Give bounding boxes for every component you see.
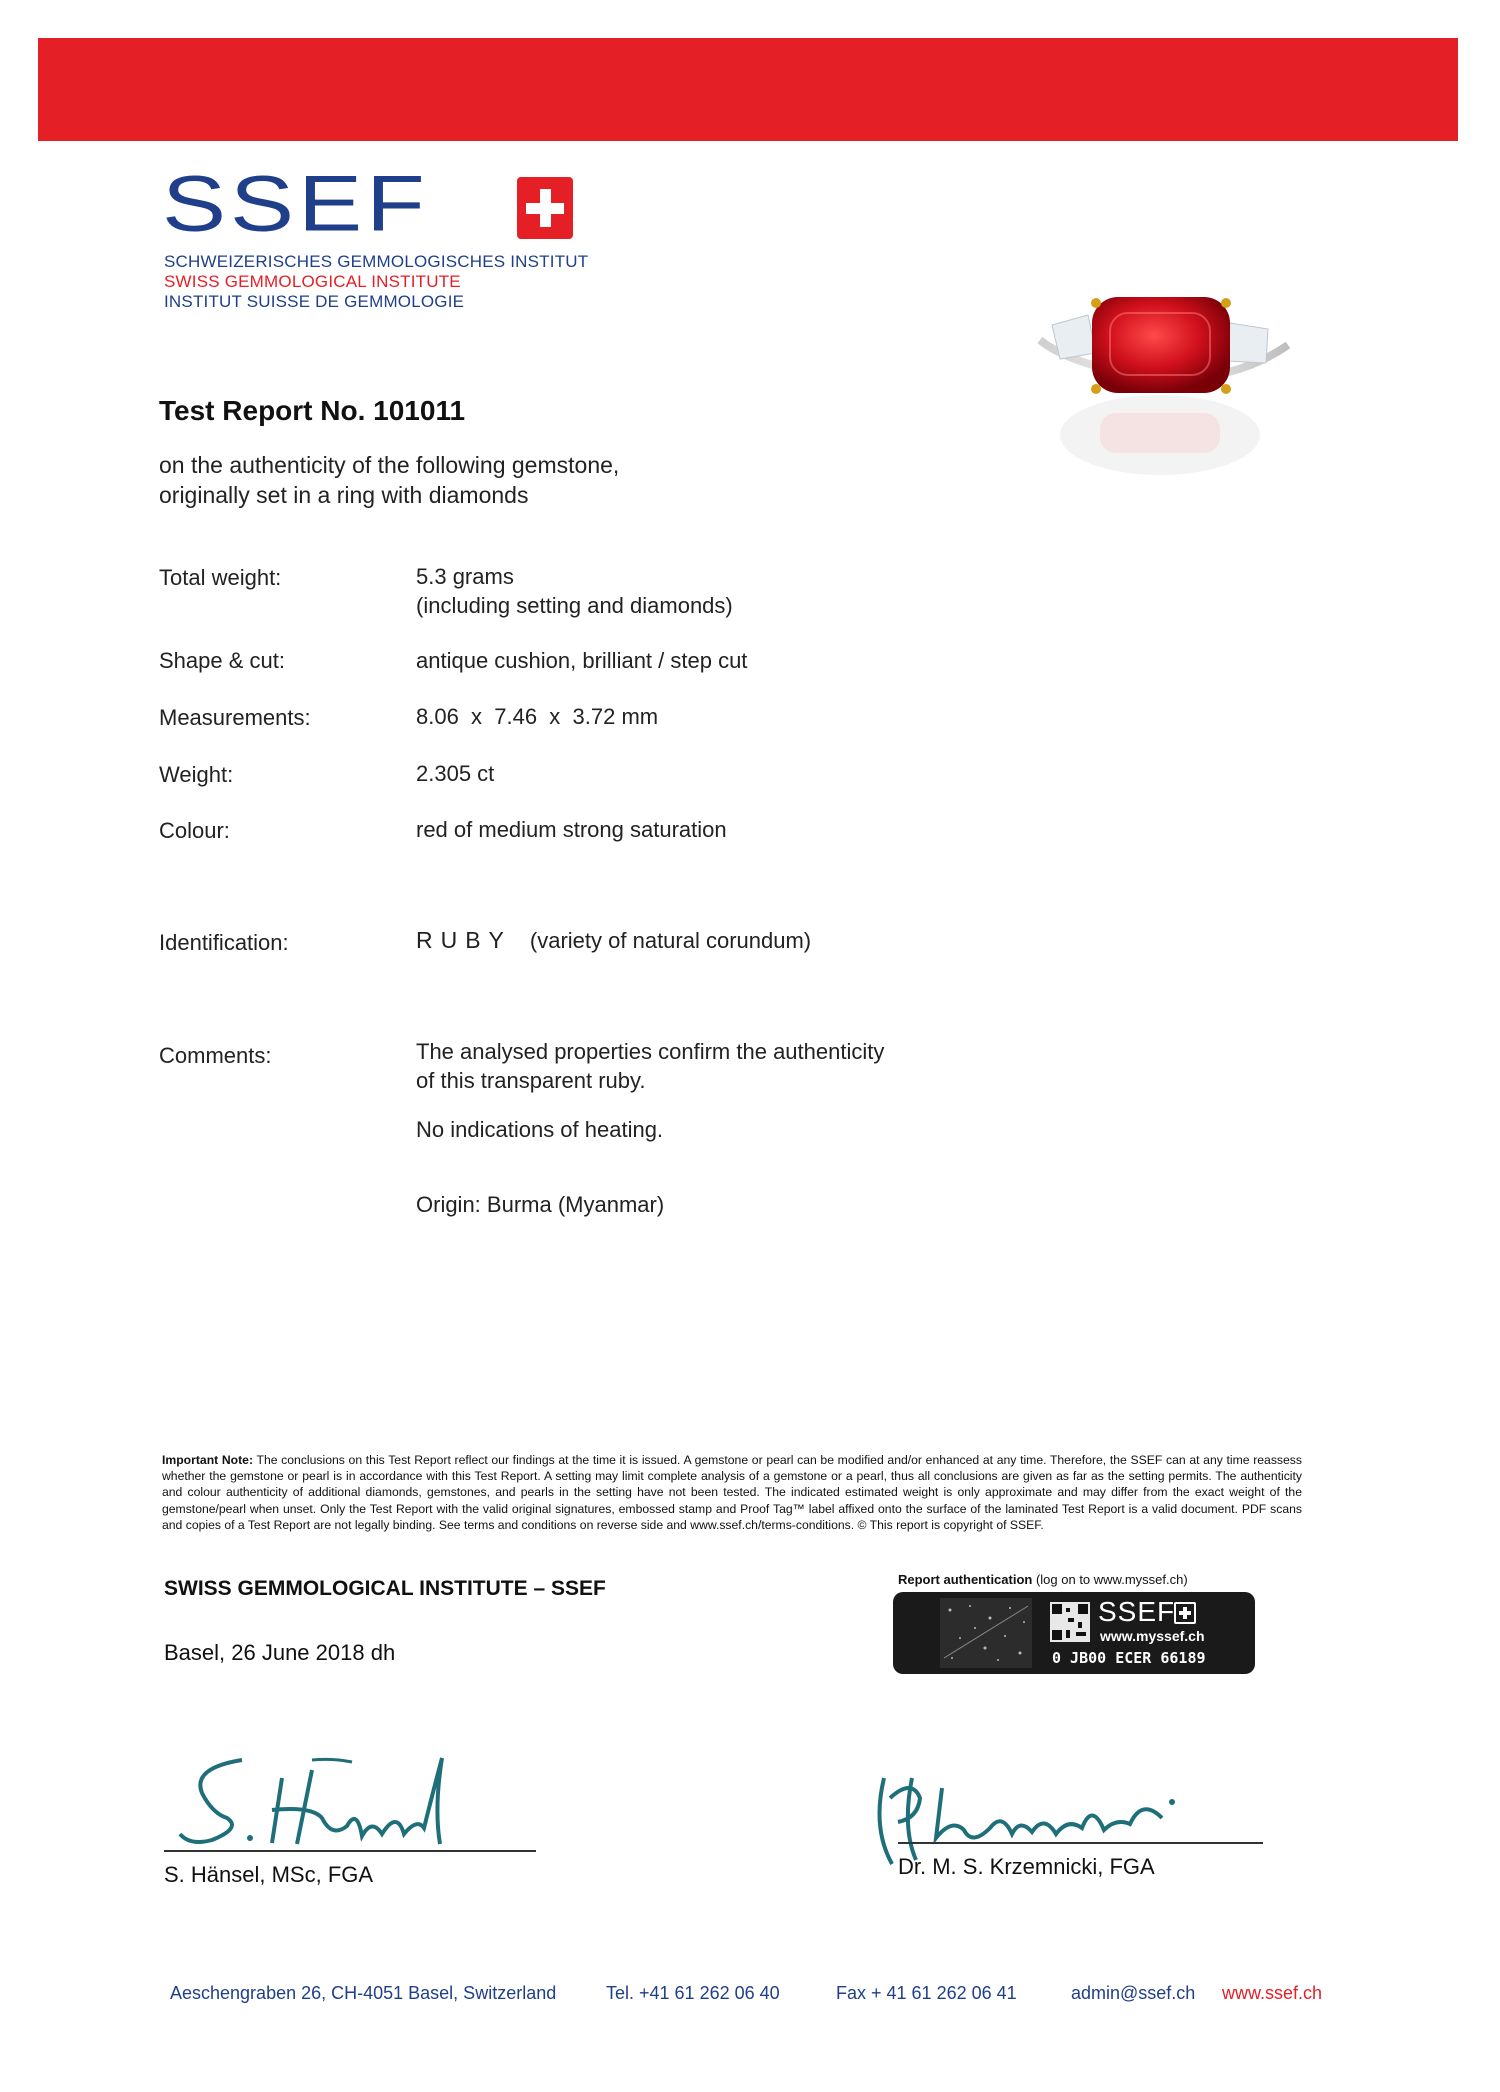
comments-block: [416, 1037, 976, 1219]
total-weight-note: (including setting and diamonds): [416, 593, 733, 618]
shape-label: Shape & cut:: [159, 648, 285, 673]
contact-address: Aeschengraben 26, CH-4051 Basel, Switzerland: [170, 1983, 557, 2003]
auth-code: 0 JB00 ECER 66189: [1052, 1649, 1206, 1667]
comments-label: Comments:: [159, 1043, 272, 1068]
hologram-pattern-icon: [940, 1598, 1032, 1668]
shape-value: antique cushion, brilliant / step cut: [416, 648, 748, 673]
identification-value: [416, 926, 811, 955]
colour-value: red of medium strong saturation: [416, 817, 727, 842]
identification-note: (variety of natural corundum): [529, 928, 812, 953]
comments-heating: No indications of heating.: [416, 1117, 664, 1142]
contact-tel: Tel. +41 61 262 06 40: [606, 1983, 780, 2003]
signature-left: [172, 1748, 472, 1858]
identification-gem: RUBY: [416, 927, 512, 953]
measurements-label: Measurements:: [159, 705, 311, 730]
issue-date: Basel, 26 June 2018 dh: [164, 1640, 396, 1665]
swiss-cross-icon: [517, 177, 573, 239]
signature-line-right: [898, 1842, 1263, 1844]
signatory-right: Dr. M. S. Krzemnicki, FGA: [898, 1854, 1155, 1879]
hologram-icon: [940, 1598, 1032, 1668]
report-authentication-label: [898, 1572, 1188, 1587]
report-title: Test Report No. 101011: [159, 395, 466, 426]
comments-line-1: The analysed properties confirm the authenticity: [416, 1039, 885, 1064]
weight-value: 2.305 ct: [416, 761, 495, 786]
colour-label: Colour:: [159, 818, 230, 843]
footer-institute: SWISS GEMMOLOGICAL INSTITUTE – SSEF: [164, 1577, 606, 1600]
top-red-banner: [38, 38, 1458, 141]
qr-code-icon: [1050, 1602, 1090, 1642]
ruby-ring-photo: [1030, 285, 1300, 485]
total-weight-label: Total weight:: [159, 565, 282, 590]
comments-origin: Origin: Burma (Myanmar): [416, 1192, 665, 1217]
auth-ssef-logo: SSEF: [1098, 1596, 1176, 1627]
total-weight-amount: 5.3 grams: [416, 564, 514, 589]
total-weight-value: [416, 562, 733, 620]
subtitle-line-2: originally set in a ring with diamonds: [159, 482, 529, 508]
auth-url[interactable]: www.myssef.ch: [1100, 1628, 1205, 1644]
contact-fax: Fax + 41 61 262 06 41: [836, 1983, 1017, 2003]
institute-name-german: SCHWEIZERISCHES GEMMOLOGISCHES INSTITUT: [164, 252, 589, 271]
signatory-left: S. Hänsel, MSc, FGA: [164, 1862, 374, 1887]
ssef-logo-text: SSEF: [162, 160, 429, 248]
auth-label-bold: Report authentication: [898, 1572, 1033, 1587]
identification-label: Identification:: [159, 930, 289, 955]
institute-name-english: SWISS GEMMOLOGICAL INSTITUTE: [164, 272, 461, 291]
institute-name-french: INSTITUT SUISSE DE GEMMOLOGIE: [164, 292, 465, 311]
measurements-value: 8.06 x 7.46 x 3.72 mm: [416, 704, 659, 729]
contact-email[interactable]: admin@ssef.ch: [1071, 1983, 1196, 2003]
important-note-text: The conclusions on this Test Report reflect our findings at the time it is issued. A gemstone or pearl can be modified and/or enhanced at any time. Therefore, the SSEF can at any time reassess whether the gemstone or pearl is in accordance with this Test Report. A setting may limit complete analysis of a gemstone or a pearl, thus all conclusions are given as far as the setting permits. The authenticity and colour authenticity of additional diamonds, gemstones, and pearls in the setting have not been tested. The indicated estimated weight is only approximate and may differ from the exact weight of the gemstone/pearl when unset. Only the Test Report with the valid original signatures, embossed stamp and Proof Tag™ label affixed onto the surface of the laminated Test Report is a valid document. PDF scans and copies of a Test Report are not legally binding. See terms and conditions on reverse side and www.ssef.ch/terms-conditions. © This report is copyright of SSEF.: [162, 1453, 1302, 1532]
report-subtitle: [159, 450, 619, 510]
auth-swiss-cross-icon: [1174, 1602, 1196, 1624]
weight-label: Weight:: [159, 762, 234, 787]
contact-website[interactable]: www.ssef.ch: [1222, 1983, 1323, 2003]
auth-label-rest: (log on to www.myssef.ch): [1032, 1572, 1188, 1587]
important-note-heading: Important Note:: [162, 1453, 254, 1467]
signature-line-left: [164, 1850, 536, 1852]
subtitle-line-1: on the authenticity of the following gemstone,: [159, 452, 620, 478]
comments-line-2: of this transparent ruby.: [416, 1068, 646, 1093]
important-note: [162, 1452, 1302, 1533]
